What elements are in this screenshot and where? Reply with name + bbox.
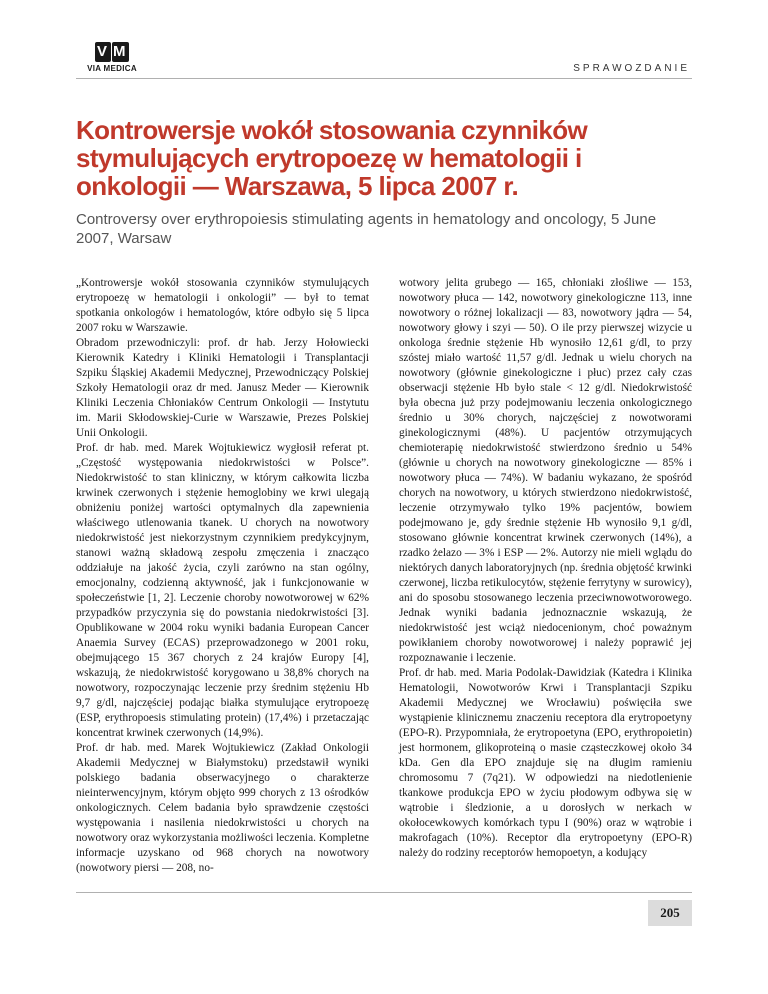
text-column-left <box>76 276 369 876</box>
text-column-right <box>399 276 692 861</box>
paragraph: Prof. dr hab. med. Marek Wojtukiewicz wygłosił referat pt. „Częstość występowania niedokrwistości w Polsce”. Niedokrwistość to stan kliniczny, w którym całkowita liczba krwinek czerwonych i stężenie hemoglobiny we krwi ulegają obniżeniu poniżej wartości optymalnych dla zapewnienia właściwego utlenowania tkanek. U chorych na nowotwory niedokrwistość jest niekorzystnym czynnikiem predykcyjnym, stanowi ważną składową zespołu zmęczenia i znacząco oddziałuje na jakość życia, czyli zarówno na stan ogólny, emocjonalny, codzienną aktywność, jak i funkcjonowanie w społeczeństwie [1, 2]. Leczenie choroby nowotworowej w 62% przypadków przyczynia się do powstania niedokrwistości [3]. Opublikowane w 2004 roku wyniki badania European Cancer Anaemia Survey (ECAS) przeprowadzonego w 2001 roku, obejmującego 15 367 chorych z 24 krajów Europy [4], wskazują, że niedokrwistość korygowano u 38,8% chorych na nowotwory, rozpoczynając leczenie przy średnim stężeniu Hb 9,7 g/dl, najczęściej podając białka stymulujące erytropoezę (ESP, erythropoesis stimulating protein) (17,4%) i przetaczając koncentrat krwinek czerwonych (14,9%). <box>76 442 369 739</box>
paragraph: Obradom przewodniczyli: prof. dr hab. Jerzy Hołowiecki Kierownik Katedry i Kliniki Hematologii i Transplantacji Szpiku Śląskiej Akademii Medycznej, Przewodniczący Polskiej Szkoły Hematologii oraz dr med. Janusz Meder — Kierownik Kliniki Leczenia Chłoniaków Centrum Onkologii — Instytutu im. Marii Skłodowskiej-Curie w Warszawie, Prezes Polskiej Unii Onkologii. <box>76 337 369 439</box>
logo-mark-v: V <box>97 43 108 60</box>
paragraph: „Kontrowersje wokół stosowania czynników stymulujących erytropoezę w hematologii i onkologii” — był to temat spotkania onkologów i hematologów, które odbyło się 5 lipca 2007 roku w Warszawie. <box>76 277 369 334</box>
section-label: SPRAWOZDANIE <box>573 63 690 74</box>
header-divider <box>76 78 692 79</box>
paragraph: Prof. dr hab. med. Marek Wojtukiewicz (Zakład Onkologii Akademii Medycznej w Białymstoku) przedstawił wyniki polskiego badania obserwacyjnego o charakterze nieinterwencyjnym, którym objęto 999 chorych z 13 ośrodków onkologicznych. Celem badania było sprawdzenie częstości występowania i nasilenia niedokrwistości u chorych na nowotwory oraz wykorzystania możliwości leczenia. Kompletne informacje uzyskano od 968 chorych na nowotwory (nowotwory piersi — 208, no- <box>76 742 369 874</box>
publisher-logo <box>76 42 148 74</box>
article-subtitle: Controversy over erythropoiesis stimulating agents in hematology and oncology, 5 June 2007, Warsaw <box>76 211 657 247</box>
paragraph: wotwory jelita grubego — 165, chłoniaki złośliwe — 153, nowotwory płuca — 142, nowotwory ginekologiczne 113, inne nowotwory o różnej lokalizacji — 83, nowotwory jądra — 54, nowotwory głowy i szyi — 50). O ile przy pierwszej wizycie u onkologa średnie stężenie Hb wynosiło 12,61 g/dl, to przy szóstej miało wartość 11,57 g/dl. Jednak u wielu chorych na nowotwory (głównie ginekologiczne i płuc) przez cały czas obserwacji stężenie Hb było stale < 12 g/dl. Niedokrwistość była obecna już przy podejmowaniu leczenia onkologicznego średnio u 30% chorych, najczęściej z nowotworami ginekologicznymi (48%). U pacjentów otrzymujących chemioterapię niedokrwistość stwierdzono średnio u 54% (głównie u chorych na nowotwory ginekologiczne — 85% i nowotwory płuca — 74%). W badaniu wykazano, że spośród chorych na nowotwory, u których stwierdzono niedokrwistość, leczenie otrzymywało tylko 19% pacjentów, bowiem podejmowano je, gdy średnie stężenie Hb wynosiło 9,1 g/dl, stosowano głównie koncentrat krwinek czerwonych (14%), a rzadko żelazo — 3% i ESP — 2%. Autorzy nie mieli wglądu do niektórych danych laboratoryjnych (np. średnia objętość krwinki czerwonej, liczba retikulocytów, stężenie ferrytyny w surowicy), ani do sposobu stosowanego leczenia przeciwnowotworowego. Jednak wyniki badania jednoznacznie wskazują, że niedokrwistość jest wciąż niedocenionym, choć poważnym powikłaniem choroby nowotworowej i należy poprawić jej rozpoznawanie i leczenie. <box>399 277 692 664</box>
article-title: Kontrowersje wokół stosowania czynników stymulujących erytropoezę w hematologii i onkologii — Warszawa, 5 lipca 2007 r. <box>76 115 588 201</box>
publisher-name: VIA MEDICA <box>87 64 137 73</box>
paragraph: Prof. dr hab. med. Maria Podolak-Dawidziak (Katedra i Klinika Hematologii, Nowotworów Krwi i Transplantacji Szpiku Akademii Medycznej we Wrocławiu) poświęciła swe wystąpienie klinicznemu znaczeniu receptora dla erytropoetyny (EPO-R). Przypomniała, że erytropoetyna (EPO, erythropoietin) jest hormonem, glikoproteiną o masie cząsteczkowej około 34 kDa. Gen dla EPO znajduje się na długim ramieniu chromosomu 7 (7q21). W odpowiedzi na niedotlenienie tkankowe produkcja EPO w życiu płodowym odbywa się w wątrobie i śledzionie, a u dorosłych w nerkach w okołocewkowych komórkach typu I (90%) oraz w wątrobie i makrofagach (10%). Receptor dla erytropoetyny (EPO-R) należy do rodziny receptorów hemopoetyn, a kodujący <box>399 667 692 859</box>
footer-divider <box>76 892 692 893</box>
page-number: 205 <box>648 900 692 926</box>
via-medica-logo-icon <box>95 42 129 62</box>
logo-mark-m: M <box>113 43 126 60</box>
